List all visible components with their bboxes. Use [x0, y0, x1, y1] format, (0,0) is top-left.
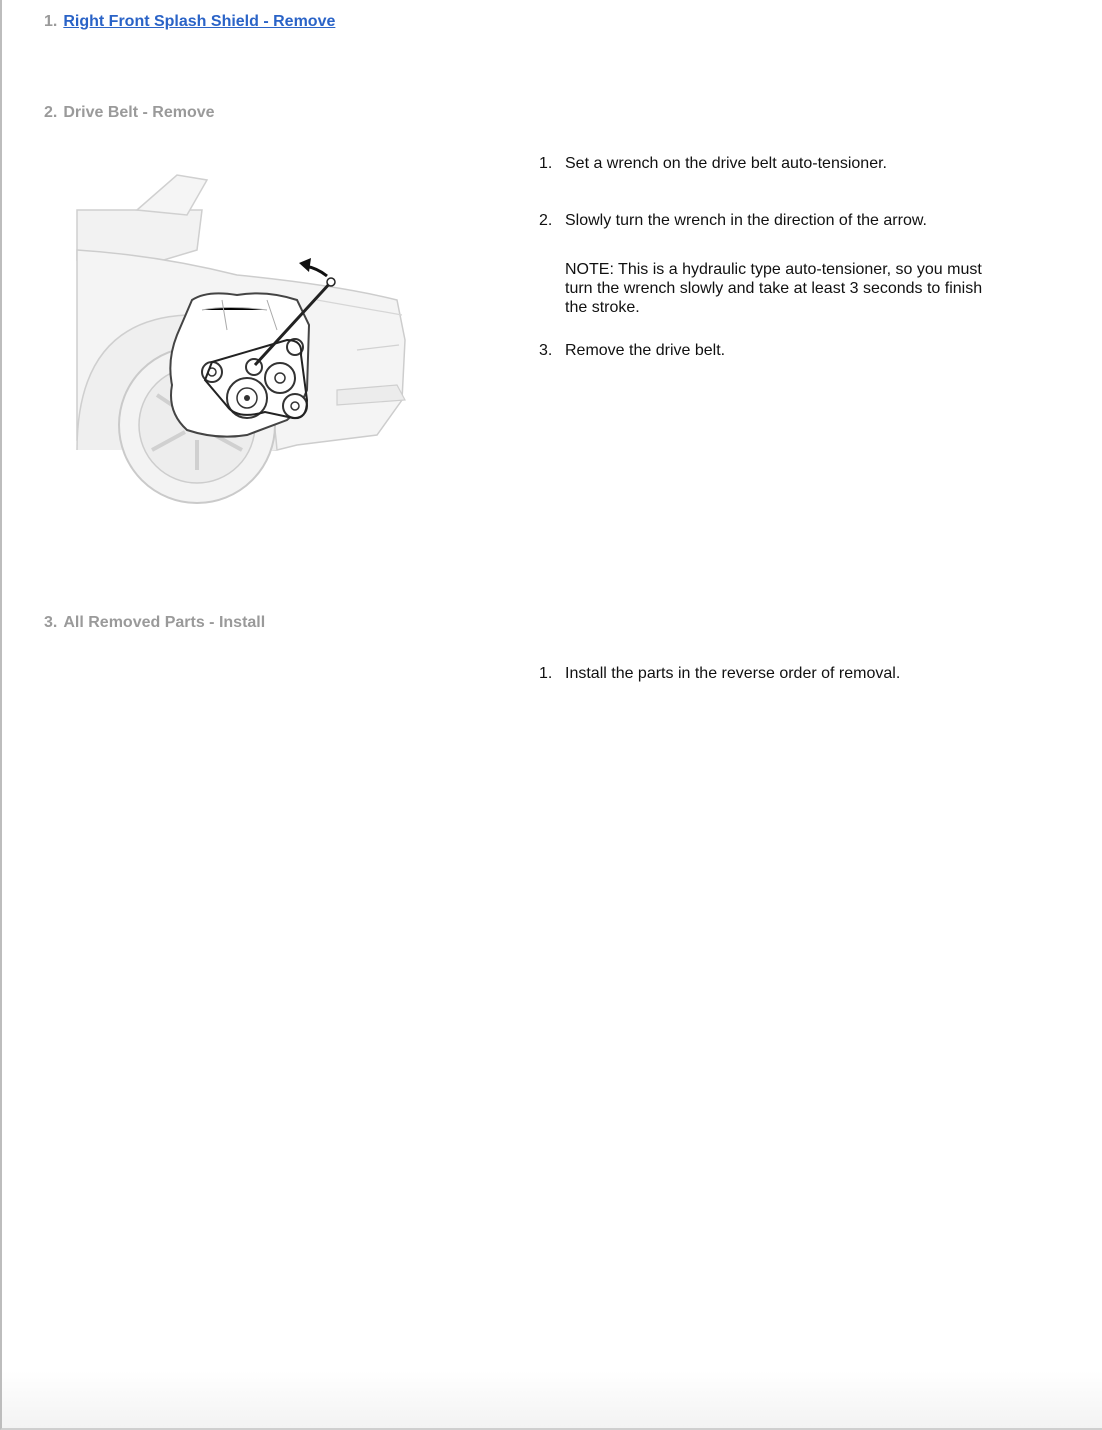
section-2-heading	[44, 104, 215, 122]
section-3-heading	[44, 614, 265, 632]
step-text: Remove the drive belt.	[565, 342, 726, 359]
step-number: 1.	[539, 665, 553, 682]
section-number: 3.	[44, 614, 58, 631]
step-number: 3.	[539, 342, 553, 359]
step-number: 1.	[539, 155, 553, 172]
auto-tensioner-note: NOTE: This is a hydraulic type auto-tensioner, so you must turn the wrench slowly and take at least 3 seconds to finish the stroke.	[565, 261, 983, 316]
right-front-splash-shield-link[interactable]: Right Front Splash Shield - Remove	[63, 13, 336, 30]
drive-belt-illustration	[37, 150, 457, 550]
section-1-heading	[44, 13, 335, 31]
section-number: 2.	[44, 104, 58, 121]
section-title: Drive Belt - Remove	[63, 104, 215, 121]
step-text: Set a wrench on the drive belt auto-tensioner.	[565, 155, 887, 172]
section-number: 1.	[44, 13, 58, 30]
step-text: Slowly turn the wrench in the direction of the arrow.	[565, 212, 927, 229]
step-text: Install the parts in the reverse order of removal.	[565, 665, 901, 682]
section-title: All Removed Parts - Install	[63, 614, 266, 631]
engine-drive-belt-illustration-icon	[37, 150, 457, 550]
step-number: 2.	[539, 212, 553, 229]
